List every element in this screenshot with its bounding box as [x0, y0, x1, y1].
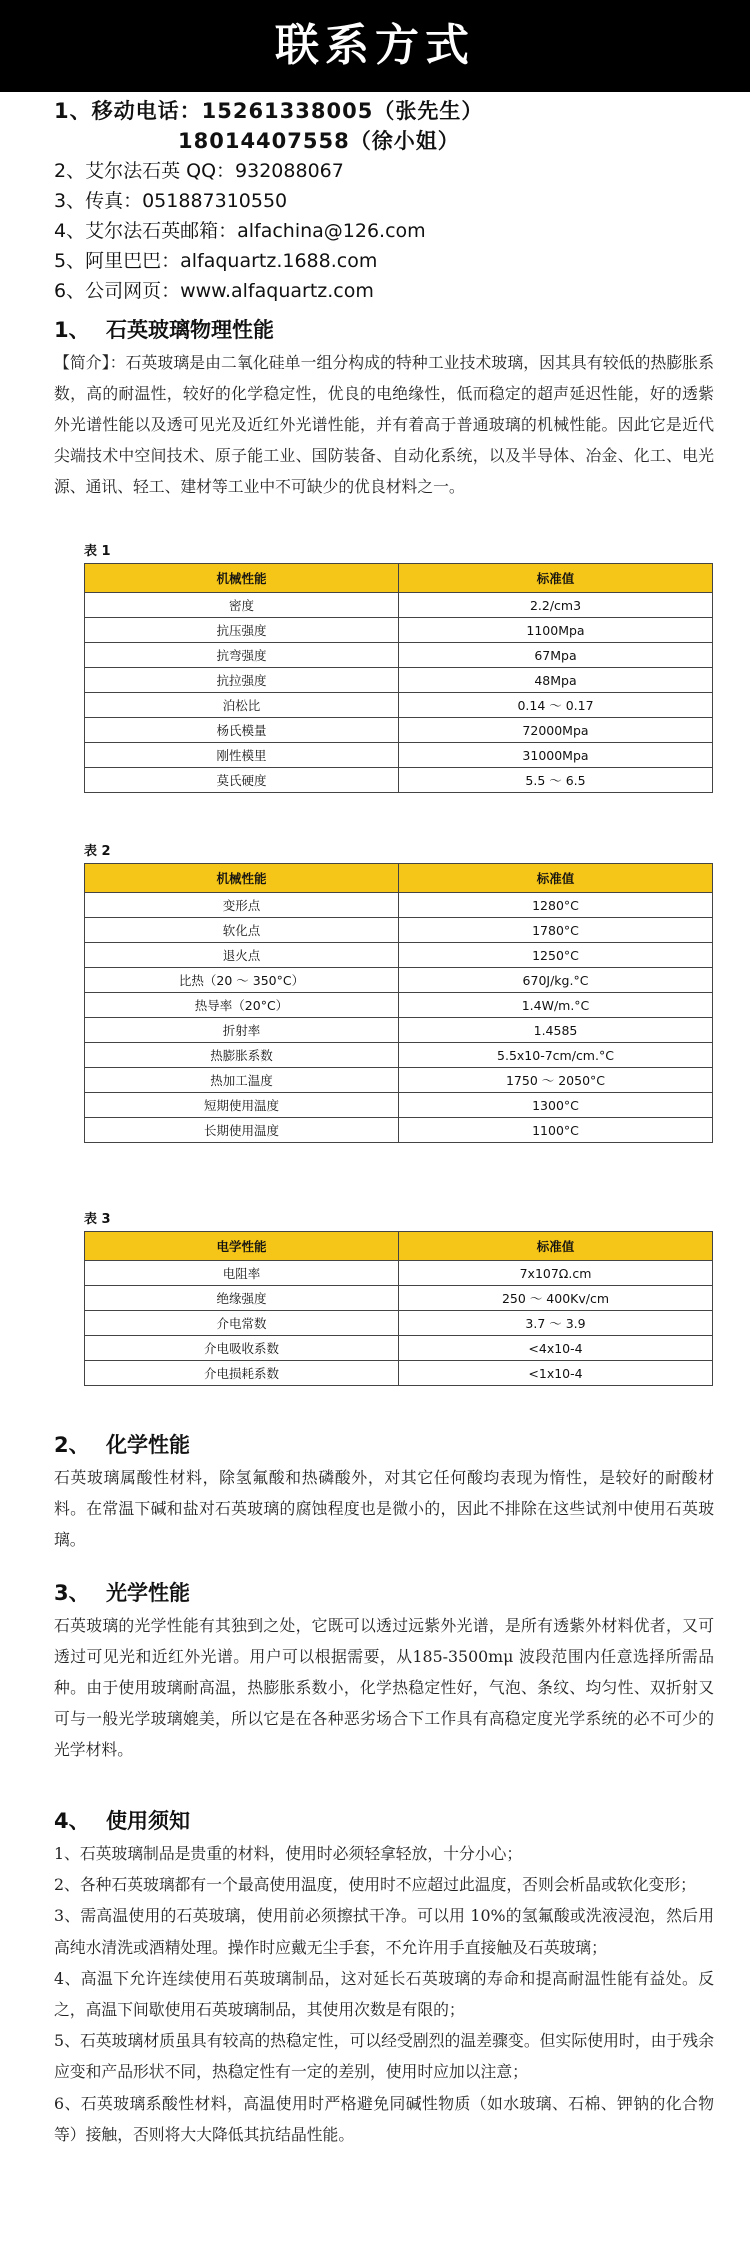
list-item: 5、石英玻璃材质虽具有较高的热稳定性，可以经受剧烈的温差骤变。但实际使用时，由于残余应变和产品形状不同，热稳定性有一定的差别，使用时应加以注意； — [54, 2031, 714, 2082]
table-row — [85, 618, 713, 643]
cell-value: 72000Mpa — [399, 718, 713, 743]
cell-value: 1300°C — [399, 1093, 713, 1118]
thermal-table — [84, 863, 713, 1143]
contact-fax: 3、传真：051887310550 — [54, 190, 288, 212]
cell-value: <1x10-4 — [399, 1361, 713, 1386]
cell-value: 7x107Ω.cm — [399, 1261, 713, 1286]
electrical-table — [84, 1231, 713, 1386]
cell-value: 67Mpa — [399, 643, 713, 668]
cell-value: 1100Mpa — [399, 618, 713, 643]
table-row — [85, 968, 713, 993]
cell-value: 1.4W/m.°C — [399, 993, 713, 1018]
cell-value: 1.4585 — [399, 1018, 713, 1043]
section-heading — [54, 1428, 714, 1462]
table-row — [85, 1361, 713, 1386]
mechanical-table — [84, 563, 713, 793]
cell-property: 电阻率 — [85, 1261, 399, 1286]
section-number: 4、 — [54, 1809, 90, 1833]
table-row — [85, 1093, 713, 1118]
cell-value: 0.14 ～ 0.17 — [399, 693, 713, 718]
page-banner: 联系方式 — [0, 0, 750, 92]
table-row — [85, 693, 713, 718]
cell-property: 介电常数 — [85, 1311, 399, 1336]
cell-property: 抗拉强度 — [85, 668, 399, 693]
section-title: 光学性能 — [106, 1581, 190, 1605]
header-property: 机械性能 — [85, 864, 399, 893]
contact-alibaba: 5、阿里巴巴：alfaquartz.1688.com — [54, 250, 378, 272]
contact-qq: 2、艾尔法石英 QQ：932088067 — [54, 160, 344, 182]
section-title: 化学性能 — [106, 1433, 190, 1457]
section-title: 石英玻璃物理性能 — [106, 318, 274, 342]
table-row — [85, 943, 713, 968]
table-header-row — [85, 1232, 713, 1261]
table-row — [85, 1261, 713, 1286]
contact-website: 6、公司网页：www.alfaquartz.com — [54, 280, 374, 302]
cell-property: 长期使用温度 — [85, 1118, 399, 1143]
cell-value: 1750 ～ 2050°C — [399, 1068, 713, 1093]
table-row — [85, 743, 713, 768]
list-item: 4、高温下允许连续使用石英玻璃制品，这对延长石英玻璃的寿命和提高耐温性能有益处。反之，高温下间歇使用石英玻璃制品，其使用次数是有限的； — [54, 1968, 714, 2020]
cell-property: 绝缘强度 — [85, 1286, 399, 1311]
table-label: 表 2 — [84, 844, 111, 859]
cell-value: 1780°C — [399, 918, 713, 943]
section-usage-notes — [54, 1804, 714, 2150]
cell-value: <4x10-4 — [399, 1336, 713, 1361]
cell-property: 杨氏模量 — [85, 718, 399, 743]
table-row — [85, 768, 713, 793]
header-value: 标准值 — [399, 564, 713, 593]
section-physical — [54, 313, 714, 502]
table-row — [85, 893, 713, 918]
cell-value: 5.5 ～ 6.5 — [399, 768, 713, 793]
cell-property: 热膨胀系数 — [85, 1043, 399, 1068]
cell-property: 热加工温度 — [85, 1068, 399, 1093]
section-title: 使用须知 — [106, 1809, 190, 1833]
header-property: 电学性能 — [85, 1232, 399, 1261]
cell-value: 3.7 ～ 3.9 — [399, 1311, 713, 1336]
table-row — [85, 1286, 713, 1311]
section-heading — [54, 1804, 714, 1838]
list-item: 1、石英玻璃制品是贵重的材料，使用时必须轻拿轻放，十分小心； — [54, 1844, 523, 1863]
cell-value: 5.5x10-7cm/cm.°C — [399, 1043, 713, 1068]
table-row — [85, 593, 713, 618]
table-row — [85, 668, 713, 693]
cell-property: 刚性模里 — [85, 743, 399, 768]
table-header-row — [85, 564, 713, 593]
header-property: 机械性能 — [85, 564, 399, 593]
cell-value: 31000Mpa — [399, 743, 713, 768]
table1-block — [54, 541, 714, 793]
cell-property: 变形点 — [85, 893, 399, 918]
cell-value: 1250°C — [399, 943, 713, 968]
section-heading — [54, 313, 714, 347]
cell-value: 1100°C — [399, 1118, 713, 1143]
table-row — [85, 993, 713, 1018]
section-number: 1、 — [54, 318, 90, 342]
section-chemical — [54, 1428, 714, 1555]
table-row — [85, 643, 713, 668]
table-row — [85, 1311, 713, 1336]
table-row — [85, 1336, 713, 1361]
cell-property: 折射率 — [85, 1018, 399, 1043]
cell-value: 1280°C — [399, 893, 713, 918]
table-label: 表 1 — [84, 544, 111, 559]
header-value: 标准值 — [399, 864, 713, 893]
table-row — [85, 1068, 713, 1093]
cell-value: 48Mpa — [399, 668, 713, 693]
table-row — [85, 718, 713, 743]
cell-value: 2.2/cm3 — [399, 593, 713, 618]
header-value: 标准值 — [399, 1232, 713, 1261]
contact-phone-2: 18014407558（徐小姐） — [178, 129, 460, 153]
table-row — [85, 1018, 713, 1043]
table2-block — [54, 841, 714, 1143]
list-item: 6、石英玻璃系酸性材料，高温使用时严格避免同碱性物质（如水玻璃、石棉、钾钠的化合物等）接触，否则将大大降低其抗结晶性能。 — [54, 2093, 714, 2144]
table-row — [85, 1043, 713, 1068]
section-paragraph: 石英玻璃属酸性材料，除氢氟酸和热磷酸外，对其它任何酸均表现为惰性，是较好的耐酸材料。在常温下碱和盐对石英玻璃的腐蚀程度也是微小的，因此不排除在这些试剂中使用石英玻璃。 — [54, 1468, 714, 1549]
section-number: 3、 — [54, 1581, 90, 1605]
table-header-row — [85, 864, 713, 893]
cell-property: 软化点 — [85, 918, 399, 943]
section-heading — [54, 1576, 714, 1610]
list-item: 2、各种石英玻璃都有一个最高使用温度，使用时不应超过此温度，否则会析晶或软化变形； — [54, 1875, 696, 1895]
cell-property: 介电吸收系数 — [85, 1336, 399, 1361]
cell-property: 泊松比 — [85, 693, 399, 718]
cell-property: 抗压强度 — [85, 618, 399, 643]
cell-value: 670J/kg.°C — [399, 968, 713, 993]
cell-property: 抗弯强度 — [85, 643, 399, 668]
table-row — [85, 1118, 713, 1143]
cell-property: 热导率（20°C） — [85, 993, 399, 1018]
cell-property: 比热（20 ～ 350°C） — [85, 968, 399, 993]
cell-property: 莫氏硬度 — [85, 768, 399, 793]
contact-list — [54, 96, 734, 306]
list-item: 3、需高温使用的石英玻璃，使用前必须擦拭干净。可以用 10%的氢氟酸或洗液浸泡，然后用高纯水清洗或酒精处理。操作时应戴无尘手套，不允许用手直接触及石英玻璃； — [54, 1906, 714, 1957]
cell-property: 介电损耗系数 — [85, 1361, 399, 1386]
cell-property: 密度 — [85, 593, 399, 618]
table-label: 表 3 — [84, 1212, 111, 1227]
contact-phone-1: 1、移动电话：15261338005（张先生） — [54, 99, 484, 123]
table3-block — [54, 1209, 714, 1386]
section-optical — [54, 1576, 714, 1765]
table-row — [85, 918, 713, 943]
cell-property: 短期使用温度 — [85, 1093, 399, 1118]
section-number: 2、 — [54, 1433, 90, 1457]
contact-email: 4、艾尔法石英邮箱：alfachina@126.com — [54, 220, 426, 242]
section-paragraph: 石英玻璃的光学性能有其独到之处，它既可以透过远紫外光谱，是所有透紫外材料优者，又可透过可见光和近红外光谱。用户可以根据需要，从185-3500mμ 波段范围内任意选择所需品种。由于使用玻璃耐高温，热膨胀系数小，化学热稳定性好，气泡、条纹、均匀性、双折射又可与一般光学玻璃媲美，所以它是在各种恶劣场合下工作具有高稳定度光学系统的必不可少的光学材料。 — [54, 1616, 714, 1759]
cell-property: 退火点 — [85, 943, 399, 968]
cell-value: 250 ～ 400Kv/cm — [399, 1286, 713, 1311]
intro-paragraph: 【简介】：石英玻璃是由二氧化硅单一组分构成的特种工业技术玻璃，因其具有较低的热膨胀系数，高的耐温性，较好的化学稳定性，优良的电绝缘性，低而稳定的超声延迟性能，好的透紫外光谱性能以及透可见光及近红外光谱性能，并有着高于普通玻璃的机械性能。因此它是近代尖端技术中空间技术、原子能工业、国防装备、自动化系统，以及半导体、冶金、化工、电光源、通讯、轻工、建材等工业中不可缺少的优良材料之一。 — [54, 353, 714, 496]
